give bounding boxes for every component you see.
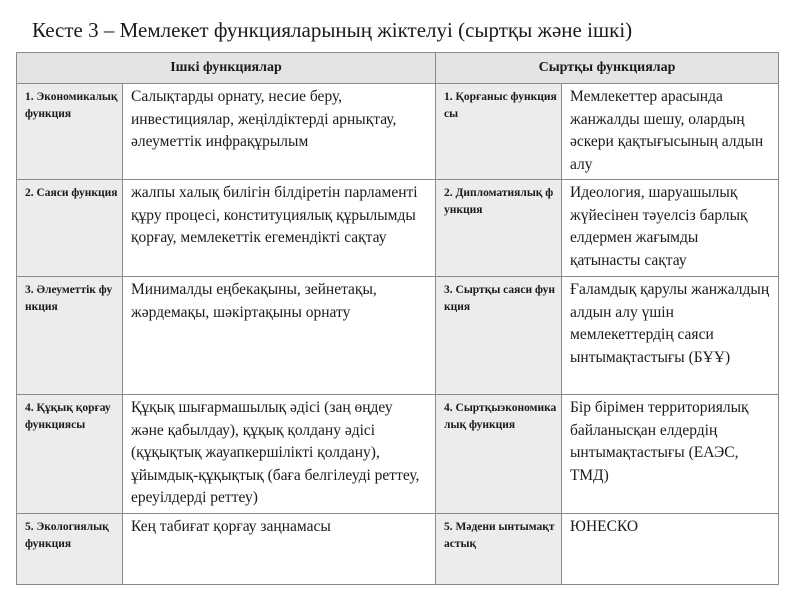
table-row [17,277,779,395]
table-row [17,513,779,584]
internal-function-name: 5. Экологиялық функция [17,513,123,584]
external-function-description: Идеология, шаруашылық жүйесінен тәуелсіз барлық елдермен жағымды қатынасты сақтау [562,180,779,277]
external-function-description: Ғаламдық қарулы жанжалдың алдын алу үшін мемлекеттердің саяси ынтымақтастығы (БҰҰ) [562,277,779,395]
internal-function-description: Кең табиғат қорғау заңнамасы [123,513,436,584]
page-title: Кесте 3 – Мемлекет функцияларының жіктелуі (сыртқы және ішкі) [32,18,633,42]
external-function-name: 4. Сыртқыэкономикалық функция [436,395,562,514]
internal-function-description: Құқық шығармашылық әдісі (заң өңдеу және қабылдау), құқық қолдану әдісі (құқықтық жауапкершілікті қолдану), ұйымдық-құқықтық (баға белгілеуді реттеу, ереуілдерді реттеу) [123,395,436,514]
external-function-name: 1. Қорғаныс функциясы [436,84,562,180]
internal-function-description: Салықтарды орнату, несие беру, инвестициялар, жеңілдіктерді арнықтау, әлеуметтік инфрақұрылым [123,84,436,180]
external-function-description: ЮНЕСКО [562,513,779,584]
table-row [17,84,779,180]
external-function-name: 3. Сыртқы саяси функция [436,277,562,395]
table-header-row [17,53,779,84]
internal-function-name: 4. Құқық қорғау функциясы [17,395,123,514]
external-function-name: 5. Мәдени ынтымақтастық [436,513,562,584]
internal-function-name: 3. Әлеуметтік функция [17,277,123,395]
external-function-name: 2. Дипломатиялық функция [436,180,562,277]
internal-function-description: жалпы халық билігін білдіретін парламенті құру процесі, конституциялық құрылымды қорғау, мемлекеттік егемендікті сақтау [123,180,436,277]
internal-function-name: 1. Экономикалық функция [17,84,123,180]
table-row [17,180,779,277]
internal-function-name: 2. Саяси функция [17,180,123,277]
internal-function-description: Минималды еңбекақыны, зейнетақы, жәрдемақы, шәкіртақыны орнату [123,277,436,395]
external-function-description: Бір бірімен территориялық байланысқан елдердің ынтымақтастығы (ЕАЭС, ТМД) [562,395,779,514]
table-row [17,395,779,514]
external-function-description: Мемлекеттер арасында жанжалды шешу, олардың әскери қақтығысының алдын алу [562,84,779,180]
header-external-functions: Сыртқы функциялар [436,53,779,84]
header-internal-functions: Ішкі функциялар [17,53,436,84]
functions-table [16,52,779,585]
